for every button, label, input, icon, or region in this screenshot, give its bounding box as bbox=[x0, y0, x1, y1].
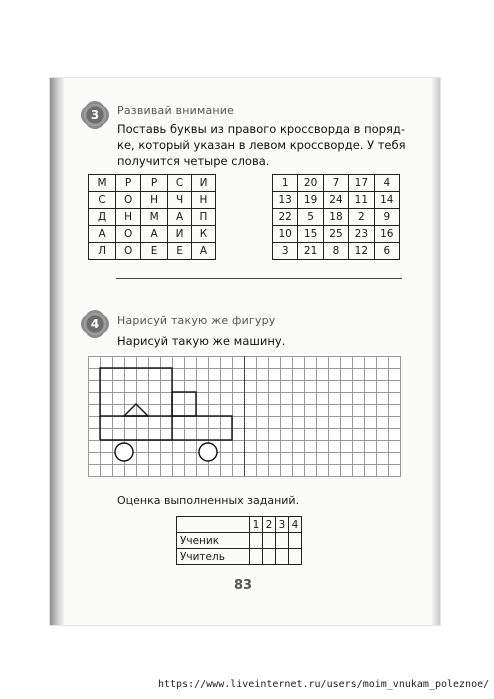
page-edge-shadow bbox=[432, 78, 440, 625]
numbers-row bbox=[273, 175, 400, 192]
letter-cell: И bbox=[168, 226, 192, 243]
grading-score-cell[interactable] bbox=[263, 549, 276, 565]
letter-cell: Д bbox=[89, 209, 116, 226]
letter-cell: М bbox=[89, 175, 116, 192]
grading-column-header: 3 bbox=[276, 517, 289, 533]
grading-score-cell[interactable] bbox=[250, 533, 263, 549]
car-cabin bbox=[172, 392, 196, 416]
task-3-badge-icon bbox=[84, 104, 106, 126]
task-4-title: Нарисуй такую же фигуру bbox=[117, 314, 276, 327]
letter-cell: С bbox=[168, 175, 192, 192]
letter-cell: Е bbox=[141, 243, 168, 260]
letter-cell: И bbox=[192, 175, 216, 192]
number-cell: 24 bbox=[323, 192, 348, 209]
car-body-rect bbox=[100, 368, 172, 416]
letters-row bbox=[89, 175, 216, 192]
letters-row bbox=[89, 209, 216, 226]
letter-cell: А bbox=[89, 226, 116, 243]
number-cell: 15 bbox=[298, 226, 323, 243]
letter-cell: С bbox=[89, 192, 116, 209]
task-3-line-1: Поставь буквы из правого кроссворда в поряд- bbox=[117, 122, 405, 136]
number-cell: 6 bbox=[374, 243, 399, 260]
car-triangle bbox=[124, 404, 148, 416]
letter-cell: Н bbox=[116, 209, 141, 226]
letter-cell: А bbox=[192, 243, 216, 260]
grading-score-cell[interactable] bbox=[263, 533, 276, 549]
number-cell: 4 bbox=[374, 175, 399, 192]
grading-row bbox=[177, 533, 302, 549]
number-cell: 9 bbox=[374, 209, 399, 226]
letter-cell: М bbox=[141, 209, 168, 226]
grading-column-header: 2 bbox=[263, 517, 276, 533]
letters-row bbox=[89, 243, 216, 260]
letter-cell: Р bbox=[116, 175, 141, 192]
number-cell: 22 bbox=[273, 209, 298, 226]
number-cell: 18 bbox=[323, 209, 348, 226]
number-cell: 13 bbox=[273, 192, 298, 209]
letters-row bbox=[89, 192, 216, 209]
task-3-line-3: получится четыре слова. bbox=[117, 154, 270, 168]
number-cell: 11 bbox=[349, 192, 374, 209]
grading-column-header: 4 bbox=[289, 517, 302, 533]
grading-score-cell[interactable] bbox=[289, 549, 302, 565]
numbers-crossword bbox=[272, 174, 400, 260]
letter-cell: А bbox=[141, 226, 168, 243]
grading-score-cell[interactable] bbox=[289, 533, 302, 549]
letter-cell: К bbox=[192, 226, 216, 243]
book-spine-shadow bbox=[50, 78, 64, 625]
number-cell: 3 bbox=[273, 243, 298, 260]
grading-header-row bbox=[177, 517, 302, 533]
letter-cell: Ч bbox=[168, 192, 192, 209]
letter-cell: О bbox=[116, 243, 141, 260]
grading-corner-cell bbox=[177, 517, 250, 533]
letters-row bbox=[89, 226, 216, 243]
number-cell: 16 bbox=[374, 226, 399, 243]
number-cell: 20 bbox=[298, 175, 323, 192]
letter-cell: Н bbox=[141, 192, 168, 209]
grading-row-label: Учитель bbox=[177, 549, 250, 565]
car-hood bbox=[172, 416, 232, 440]
number-cell: 21 bbox=[298, 243, 323, 260]
letter-cell: П bbox=[192, 209, 216, 226]
car-front-wheel bbox=[199, 443, 217, 461]
number-cell: 7 bbox=[323, 175, 348, 192]
number-cell: 2 bbox=[349, 209, 374, 226]
footer-url: https://www.liveinternet.ru/users/moim_vnukam_poleznoe/ bbox=[158, 679, 490, 690]
task-3-title: Развивай внимание bbox=[117, 104, 235, 117]
numbers-row bbox=[273, 209, 400, 226]
grading-score-cell[interactable] bbox=[276, 533, 289, 549]
task-3-line-2: ке, который указан в левом кроссворде. У тебя bbox=[117, 138, 406, 152]
number-cell: 5 bbox=[298, 209, 323, 226]
numbers-row bbox=[273, 192, 400, 209]
grading-table bbox=[176, 516, 302, 565]
task-4-badge-icon bbox=[84, 313, 106, 335]
number-cell: 12 bbox=[349, 243, 374, 260]
letter-cell: Н bbox=[192, 192, 216, 209]
number-cell: 10 bbox=[273, 226, 298, 243]
letter-cell: А bbox=[168, 209, 192, 226]
letter-cell: Л bbox=[89, 243, 116, 260]
letter-cell: Е bbox=[168, 243, 192, 260]
number-cell: 19 bbox=[298, 192, 323, 209]
task-3-number: 3 bbox=[90, 108, 100, 122]
letters-crossword bbox=[88, 174, 216, 260]
number-cell: 17 bbox=[349, 175, 374, 192]
number-cell: 14 bbox=[374, 192, 399, 209]
task-4-number: 4 bbox=[90, 317, 100, 331]
number-cell: 8 bbox=[323, 243, 348, 260]
number-cell: 1 bbox=[273, 175, 298, 192]
car-drawing bbox=[88, 356, 248, 476]
grading-score-cell[interactable] bbox=[250, 549, 263, 565]
letter-cell: О bbox=[116, 226, 141, 243]
task-4-instruction: Нарисуй такую же машину. bbox=[117, 334, 286, 348]
car-back-wheel bbox=[115, 443, 133, 461]
grading-score-cell[interactable] bbox=[276, 549, 289, 565]
grading-row bbox=[177, 549, 302, 565]
page-number: 83 bbox=[234, 578, 253, 593]
number-cell: 25 bbox=[323, 226, 348, 243]
numbers-row bbox=[273, 226, 400, 243]
grading-row-label: Ученик bbox=[177, 533, 250, 549]
number-cell: 23 bbox=[349, 226, 374, 243]
answer-line bbox=[116, 278, 402, 279]
letter-cell: О bbox=[116, 192, 141, 209]
numbers-row bbox=[273, 243, 400, 260]
letter-cell: Р bbox=[141, 175, 168, 192]
grading-column-header: 1 bbox=[250, 517, 263, 533]
grading-label: Оценка выполненных заданий. bbox=[117, 494, 300, 507]
